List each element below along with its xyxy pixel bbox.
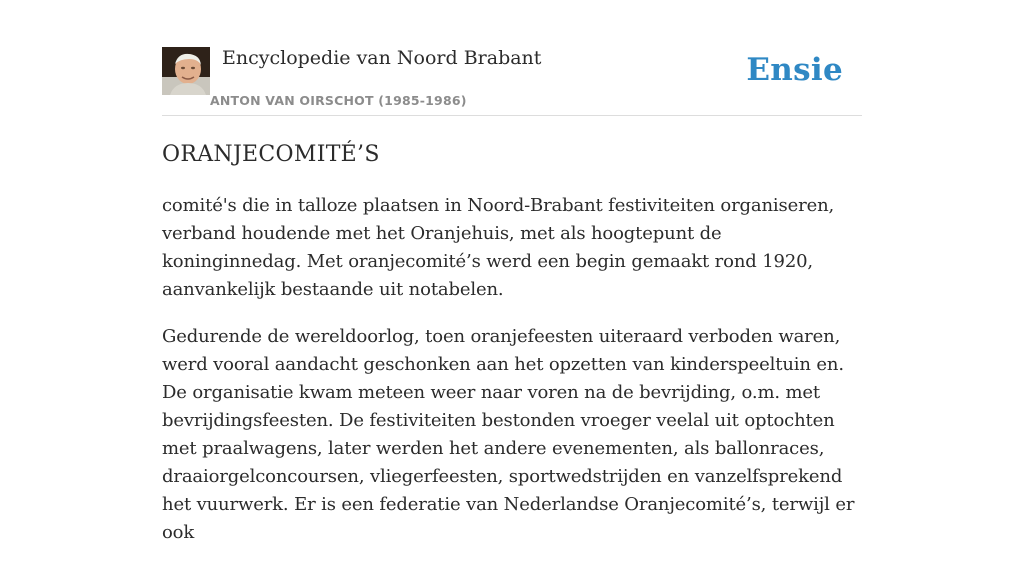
author-portrait-icon bbox=[162, 47, 210, 95]
author-name[interactable]: ANTON VAN OIRSCHOT (1985-1986) bbox=[210, 93, 467, 108]
ensie-logo[interactable]: Ensie bbox=[746, 52, 843, 88]
article-title: ORANJECOMITÉ’S bbox=[162, 142, 380, 167]
publication-title-link[interactable]: Encyclopedie van Noord Brabant bbox=[222, 47, 542, 69]
article-body bbox=[162, 192, 862, 566]
article-header bbox=[162, 0, 862, 116]
article-page bbox=[162, 0, 862, 543]
article-paragraph-1: comité's die in talloze plaatsen in Noord-Brabant festiviteiten organiseren, verband houdende met het Oranjehuis, met als hoogtepunt de koninginnedag. Met oranjecomité’s werd een begin gemaakt rond 1920, aanvankelijk bestaande uit notabelen. bbox=[162, 195, 835, 300]
article-paragraph-2: Gedurende de wereldoorlog, toen oranjefeesten uiteraard verboden waren, werd vooral aandacht geschonken aan het opzetten van kinderspeeltuin en. De organisatie kwam meteen weer naar voren na de bevrijding, o.m. met bevrijdingsfeesten. De festiviteiten bestonden vroeger veelal uit optochten met praalwagens, later werden het andere evenementen, als ballonraces, draaiorgelconcoursen, vliegerfeesten, sportwedstrijden en vanzelfsprekend het vuurwerk. Er is een federatie van Nederlandse Oranjecomité’s, terwijl er ook bbox=[162, 326, 855, 543]
author-avatar[interactable] bbox=[162, 47, 210, 95]
